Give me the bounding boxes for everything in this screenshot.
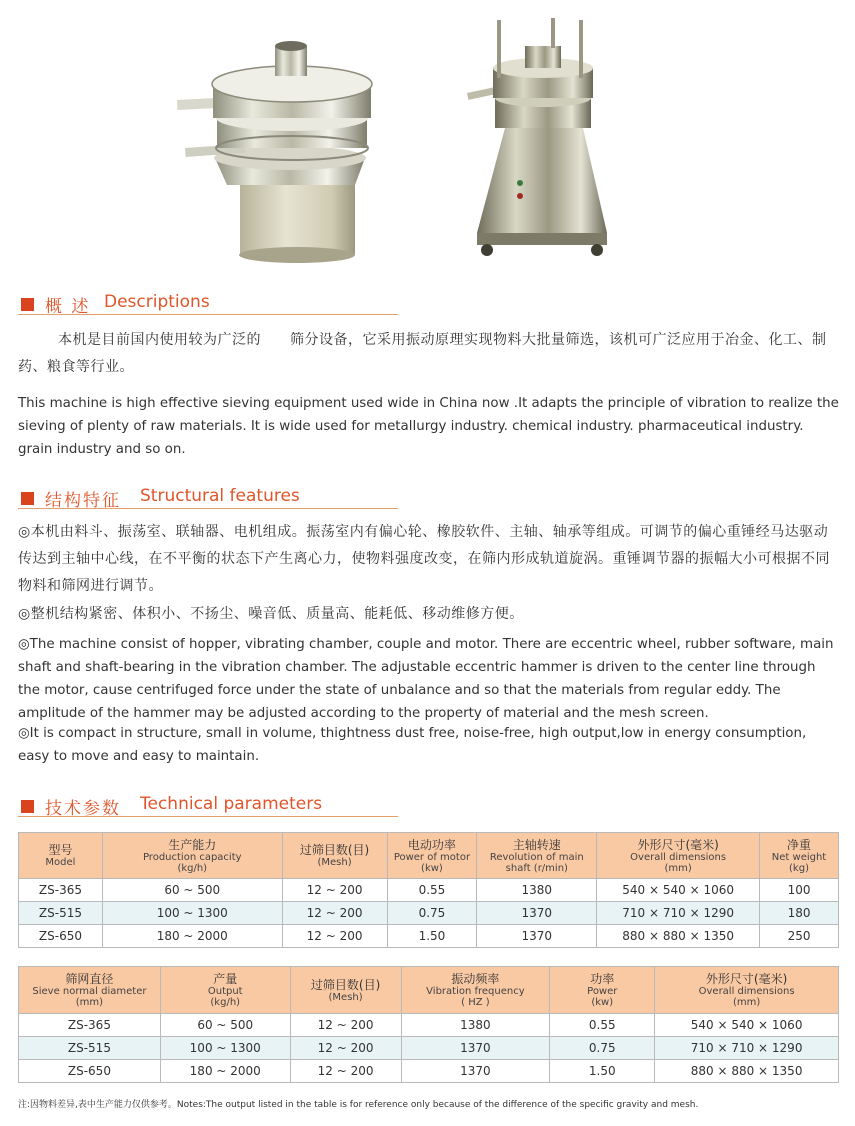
descriptions-en-text: This machine is high effective sieving equipment used wide in China now .It adapts the principle of vibration to realize the sieving of plenty of raw materials. It is wide used for metallurgy industry. chemical industry. pharmaceutical industry. grain industry and so on.	[18, 396, 839, 457]
header-weight: 净重 Net weight (kg)	[760, 833, 839, 879]
header-dimensions: 外形尺寸(毫米) Overall dimensions (mm)	[655, 967, 839, 1014]
table-cell: 0.55	[550, 1014, 655, 1037]
square-bullet-icon	[21, 298, 34, 311]
table-cell: ZS-365	[19, 1014, 161, 1037]
table-row	[19, 902, 839, 925]
table-cell: 0.75	[550, 1037, 655, 1060]
table-cell: 540 × 540 × 1060	[655, 1014, 839, 1037]
table-cell: 12 ~ 200	[290, 1060, 401, 1083]
table-cell: 0.55	[387, 879, 477, 902]
table-cell: 60 ~ 500	[102, 879, 282, 902]
structural-cn-text-2: ◎整机结构紧密、体积小、不扬尘、噪音低、质量高、能耗低、移动维修方便。	[18, 606, 524, 622]
header-model: 型号 Model	[19, 833, 103, 879]
table-cell: 1370	[401, 1037, 550, 1060]
table-cell: ZS-515	[19, 1037, 161, 1060]
table-cell: 180 ~ 2000	[160, 1060, 290, 1083]
table-cell: 710 × 710 × 1290	[597, 902, 760, 925]
table-row	[19, 879, 839, 902]
table-cell: 180	[760, 902, 839, 925]
vibrating-sieve-photo-1	[165, 40, 380, 265]
vibrating-sieve-photo-2	[465, 18, 615, 263]
section-title-en: Technical parameters	[140, 794, 323, 814]
table-cell: 60 ~ 500	[160, 1014, 290, 1037]
table-cell: 1370	[401, 1060, 550, 1083]
table-cell: 540 × 540 × 1060	[597, 879, 760, 902]
table-cell: 180 ~ 2000	[102, 925, 282, 948]
header-mesh: 过筛目数(目) (Mesh)	[282, 833, 387, 879]
table-row	[19, 925, 839, 948]
table-cell: 880 × 880 × 1350	[597, 925, 760, 948]
structural-cn-text-1: ◎本机由料斗、振荡室、联轴器、电机组成。振荡室内有偏心轮、橡胶软件、主轴、轴承等组成。可调节的偏心重锤经马达驱动传达到主轴中心线，在不平衡的状态下产生离心力，使物料强度改变，在筛内形成轨道旋涡。重锤调节器的振幅大小可根据不同物料和筛网进行调节。	[18, 524, 830, 594]
section-header-technical	[18, 794, 398, 817]
header-vibration-frequency: 振动频率 Vibration frequency ( HZ )	[401, 967, 550, 1014]
table-row	[19, 1037, 839, 1060]
table-cell: 12 ~ 200	[282, 925, 387, 948]
header-sieve-diameter: 筛网直径 Sieve normal diameter (mm)	[19, 967, 161, 1014]
table-cell: 1.50	[387, 925, 477, 948]
table-cell: 250	[760, 925, 839, 948]
table-cell: 1370	[477, 902, 597, 925]
header-dimensions: 外形尺寸(毫米) Overall dimensions (mm)	[597, 833, 760, 879]
technical-parameters-table-1	[18, 832, 839, 948]
table-cell: 12 ~ 200	[282, 879, 387, 902]
section-header-structural	[18, 486, 398, 509]
descriptions-cn-text: 本机是目前国内使用较为广泛的 筛分设备，它采用振动原理实现物料大批量筛选，该机可广泛应用于冶金、化工、制药、粮食等行业。	[18, 332, 827, 375]
table-header-row	[19, 967, 839, 1014]
table-cell: ZS-365	[19, 879, 103, 902]
section-title-cn: 结构特征	[45, 491, 121, 511]
table-cell: 100 ~ 1300	[160, 1037, 290, 1060]
header-power: 电动功率 Power of motor (kw)	[387, 833, 477, 879]
table-row	[19, 1014, 839, 1037]
table-row	[19, 1060, 839, 1083]
footnote: 注:因物料差异,表中生产能力仅供参考。Notes:The output listed in the table is for reference only because of the difference of the specific gravity and mesh.	[18, 1100, 699, 1110]
table-cell: 100 ~ 1300	[102, 902, 282, 925]
header-power: 功率 Power (kw)	[550, 967, 655, 1014]
table-cell: ZS-515	[19, 902, 103, 925]
table-cell: 12 ~ 200	[290, 1037, 401, 1060]
table-cell: 1380	[477, 879, 597, 902]
section-title-en: Descriptions	[104, 292, 210, 312]
square-bullet-icon	[21, 492, 34, 505]
table-cell: ZS-650	[19, 1060, 161, 1083]
section-title-cn: 概 述	[45, 297, 91, 317]
header-revolution: 主轴转速 Revolution of main shaft (r/min)	[477, 833, 597, 879]
section-title-cn: 技术参数	[45, 799, 121, 819]
table-cell: 12 ~ 200	[290, 1014, 401, 1037]
header-output: 产量 Output (kg/h)	[160, 967, 290, 1014]
header-capacity: 生产能力 Production capacity (kg/h)	[102, 833, 282, 879]
table-cell: 100	[760, 879, 839, 902]
square-bullet-icon	[21, 800, 34, 813]
table-cell: 1370	[477, 925, 597, 948]
table-cell: 1.50	[550, 1060, 655, 1083]
table-cell: 0.75	[387, 902, 477, 925]
table-cell: 12 ~ 200	[282, 902, 387, 925]
section-title-en: Structural features	[140, 486, 300, 506]
header-mesh: 过筛目数(目) (Mesh)	[290, 967, 401, 1014]
table-cell: ZS-650	[19, 925, 103, 948]
table-cell: 710 × 710 × 1290	[655, 1037, 839, 1060]
section-header-descriptions	[18, 292, 398, 315]
table-cell: 880 × 880 × 1350	[655, 1060, 839, 1083]
structural-en-text-1: ◎The machine consist of hopper, vibrating chamber, couple and motor. There are eccentric wheel, rubber software, main shaft and shaft-bearing in the vibration chamber. The adjustable eccentric hammer is driven to the center line through the motor, cause centrifuged force under the state of unbalance and so that the materials from regular eddy. The amplitude of the hammer may be adjusted according to the property of material and the mesh screen.	[18, 637, 834, 721]
table-cell: 1380	[401, 1014, 550, 1037]
table-header-row	[19, 833, 839, 879]
structural-en-text-2: ◎It is compact in structure, small in volume, thightness dust free, noise-free, high output,low in energy consumption, easy to move and easy to maintain.	[18, 726, 807, 764]
technical-parameters-table-2	[18, 966, 839, 1083]
